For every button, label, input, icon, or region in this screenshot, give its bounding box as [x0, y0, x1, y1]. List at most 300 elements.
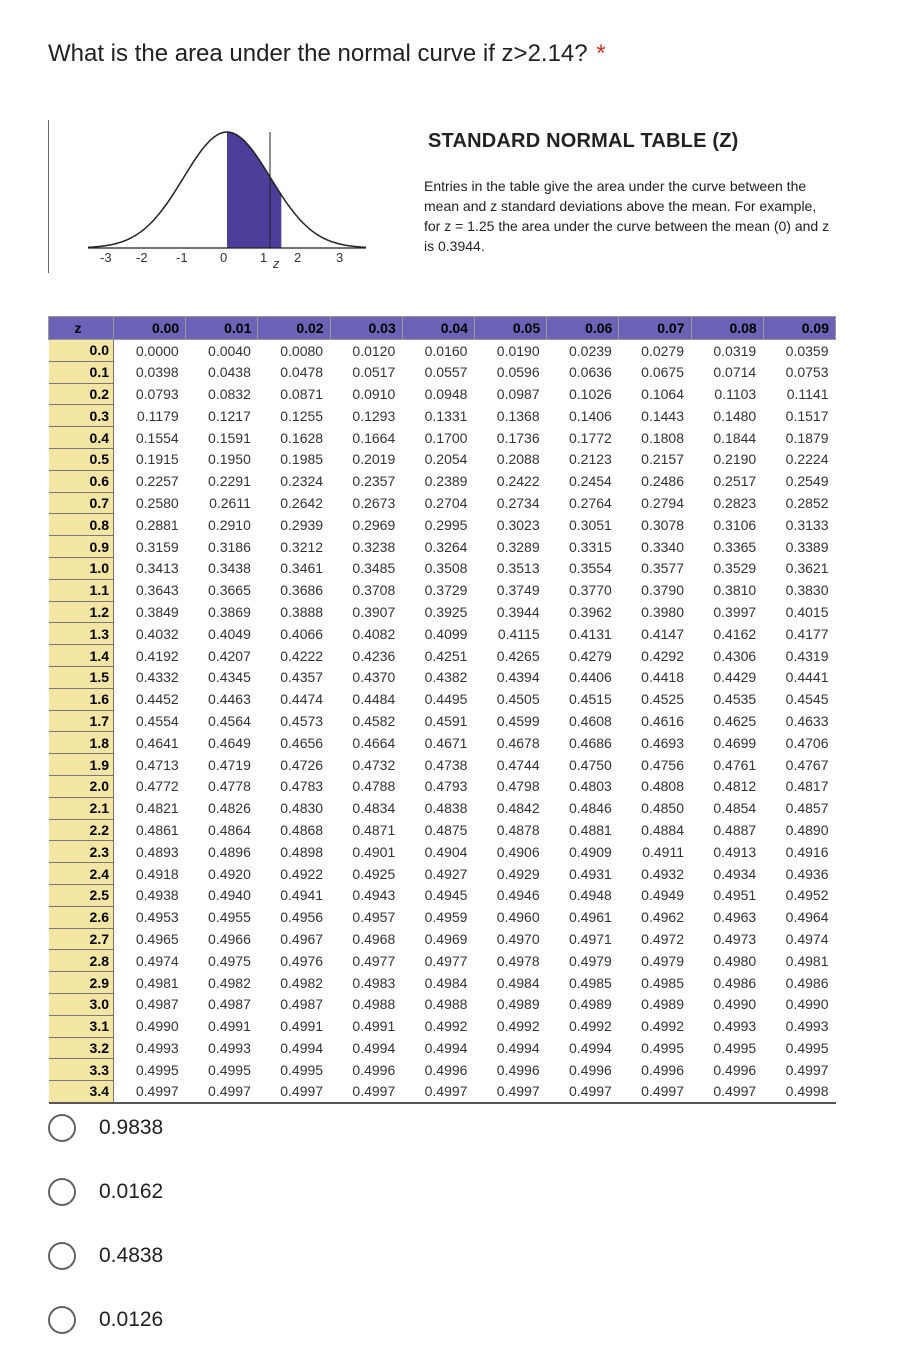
area-value-cell: 0.4994 — [280, 1039, 324, 1056]
area-value-cell: 0.4554 — [135, 712, 179, 729]
area-value-cell: 0.4961 — [568, 909, 612, 926]
z-value-cell: 1.5 — [49, 666, 114, 688]
table-row — [49, 1081, 836, 1103]
area-value-cell: 0.4995 — [135, 1061, 179, 1078]
area-value-cell: 0.4929 — [496, 865, 540, 882]
area-value-cell: 0.3513 — [496, 560, 540, 577]
area-value-cell: 0.2734 — [496, 494, 540, 511]
table-row — [49, 340, 836, 362]
area-value-cell: 0.4986 — [713, 974, 757, 991]
area-value-cell: 0.4994 — [568, 1039, 612, 1056]
z-value-cell: 1.4 — [49, 645, 114, 667]
area-value-cell: 0.4991 — [208, 1018, 251, 1035]
area-value-cell: 0.4994 — [352, 1039, 396, 1056]
option-label: 0.9838 — [99, 1116, 164, 1139]
table-row — [49, 928, 836, 950]
area-value-cell: 0.0948 — [424, 385, 468, 402]
area-value-cell: 0.4319 — [785, 647, 829, 664]
area-value-cell: 0.4943 — [352, 887, 396, 904]
area-value-cell: 0.4893 — [135, 843, 179, 860]
area-value-cell: 0.4994 — [424, 1039, 468, 1056]
area-value-cell: 0.2088 — [496, 451, 540, 468]
area-value-cell: 0.4960 — [496, 909, 540, 926]
z-value-cell: 0.7 — [49, 492, 114, 514]
area-value-cell: 0.0040 — [208, 342, 251, 359]
area-value-cell: 0.4949 — [641, 887, 684, 904]
area-value-cell: 0.2642 — [280, 494, 324, 511]
area-value-cell: 0.1664 — [352, 429, 396, 446]
area-value-cell: 0.2257 — [135, 473, 179, 490]
area-value-cell: 0.4706 — [785, 734, 829, 751]
column-header: 0.01 — [186, 317, 258, 340]
area-value-cell: 0.4959 — [424, 909, 468, 926]
area-value-cell: 0.4992 — [641, 1018, 684, 1035]
area-value-cell: 0.4772 — [135, 778, 179, 795]
area-value-cell: 0.4956 — [280, 909, 324, 926]
area-value-cell: 0.4207 — [208, 647, 251, 664]
area-value-cell: 0.4713 — [135, 756, 179, 773]
area-value-cell: 0.4925 — [352, 865, 396, 882]
area-value-cell: 0.3212 — [280, 538, 324, 555]
area-value-cell: 0.4147 — [641, 625, 684, 642]
z-column-header: z — [49, 317, 114, 340]
z-value-cell: 1.7 — [49, 710, 114, 732]
area-value-cell: 0.1772 — [568, 429, 612, 446]
area-value-cell: 0.0871 — [280, 385, 324, 402]
table-row — [49, 579, 836, 601]
z-value-cell: 2.3 — [49, 841, 114, 863]
z-value-cell: 0.3 — [49, 405, 114, 427]
area-value-cell: 0.4977 — [352, 952, 396, 969]
area-value-cell: 0.4916 — [785, 843, 829, 860]
area-value-cell: 0.3708 — [352, 582, 396, 599]
area-value-cell: 0.4671 — [424, 734, 468, 751]
z-value-cell: 1.3 — [49, 623, 114, 645]
area-value-cell: 0.4995 — [641, 1039, 684, 1056]
area-value-cell: 0.1915 — [135, 451, 179, 468]
area-value-cell: 0.4980 — [713, 952, 757, 969]
area-value-cell: 0.4985 — [568, 974, 612, 991]
area-value-cell: 0.4793 — [424, 778, 468, 795]
area-value-cell: 0.3238 — [352, 538, 396, 555]
area-value-cell: 0.4931 — [568, 865, 612, 882]
area-value-cell: 0.1255 — [280, 407, 324, 424]
z-value-cell: 0.5 — [49, 448, 114, 470]
area-value-cell: 0.4192 — [135, 647, 179, 664]
z-value-cell: 2.4 — [49, 863, 114, 885]
axis-label-1: 1 — [260, 250, 268, 265]
area-value-cell: 0.0714 — [713, 364, 757, 381]
area-value-cell: 0.4032 — [135, 625, 179, 642]
area-value-cell: 0.0080 — [280, 342, 324, 359]
area-value-cell: 0.4932 — [641, 865, 684, 882]
area-value-cell: 0.0478 — [280, 364, 324, 381]
area-value-cell: 0.4066 — [280, 625, 324, 642]
area-value-cell: 0.4993 — [785, 1018, 829, 1035]
area-value-cell: 0.1331 — [424, 407, 468, 424]
z-value-cell: 3.4 — [49, 1081, 114, 1103]
area-value-cell: 0.4332 — [135, 669, 179, 686]
area-value-cell: 0.4854 — [713, 800, 757, 817]
z-value-cell: 3.1 — [49, 1015, 114, 1037]
area-value-cell: 0.3106 — [713, 516, 757, 533]
area-value-cell: 0.2291 — [208, 473, 251, 490]
area-value-cell: 0.4997 — [186, 1081, 258, 1103]
area-value-cell: 0.4778 — [208, 778, 251, 795]
area-value-cell: 0.4972 — [641, 930, 684, 947]
area-value-cell: 0.4995 — [208, 1061, 251, 1078]
z-value-cell: 3.2 — [49, 1037, 114, 1059]
area-value-cell: 0.4920 — [208, 865, 251, 882]
area-value-cell: 0.4989 — [641, 996, 684, 1013]
area-value-cell: 0.4131 — [568, 625, 612, 642]
area-value-cell: 0.4251 — [424, 647, 468, 664]
area-value-cell: 0.4750 — [568, 756, 612, 773]
area-value-cell: 0.1103 — [714, 385, 757, 402]
area-value-cell: 0.4927 — [424, 865, 468, 882]
z-value-cell: 1.0 — [49, 557, 114, 579]
area-value-cell: 0.4992 — [496, 1018, 540, 1035]
area-value-cell: 0.4993 — [135, 1039, 179, 1056]
z-table — [48, 316, 836, 1104]
option-2[interactable] — [48, 1224, 163, 1288]
area-value-cell: 0.2704 — [424, 494, 468, 511]
area-value-cell: 0.1406 — [568, 407, 612, 424]
area-value-cell: 0.2580 — [135, 494, 179, 511]
area-value-cell: 0.4756 — [641, 756, 684, 773]
area-value-cell: 0.3554 — [568, 560, 612, 577]
area-value-cell: 0.0753 — [785, 364, 829, 381]
area-value-cell: 0.3790 — [641, 582, 684, 599]
area-value-cell: 0.4887 — [713, 821, 757, 838]
table-row — [49, 536, 836, 558]
area-value-cell: 0.4719 — [208, 756, 251, 773]
area-value-cell: 0.0398 — [135, 364, 179, 381]
area-value-cell: 0.4974 — [135, 952, 179, 969]
area-value-cell: 0.2910 — [208, 516, 251, 533]
area-value-cell: 0.4957 — [352, 909, 396, 926]
area-value-cell: 0.4808 — [641, 778, 684, 795]
area-value-cell: 0.3869 — [208, 603, 251, 620]
area-value-cell: 0.4965 — [135, 930, 179, 947]
area-value-cell: 0.4918 — [135, 865, 179, 882]
option-3[interactable] — [48, 1288, 163, 1352]
area-value-cell: 0.4812 — [713, 778, 757, 795]
option-label: 0.0126 — [99, 1308, 164, 1331]
area-value-cell: 0.4678 — [496, 734, 540, 751]
area-value-cell: 0.0832 — [208, 385, 251, 402]
z-value-cell: 3.0 — [49, 993, 114, 1015]
option-0[interactable] — [48, 1096, 163, 1160]
table-row — [49, 470, 836, 492]
axis-label-2: 2 — [294, 250, 302, 265]
column-header: 0.07 — [619, 317, 691, 340]
area-value-cell: 0.4370 — [352, 669, 396, 686]
area-value-cell: 0.4979 — [641, 952, 684, 969]
area-value-cell: 0.4955 — [208, 909, 251, 926]
option-label: 0.4838 — [99, 1244, 164, 1267]
area-value-cell: 0.2852 — [785, 494, 829, 511]
area-value-cell: 0.0596 — [496, 364, 540, 381]
area-value-cell: 0.1217 — [208, 407, 251, 424]
table-row — [49, 688, 836, 710]
radio-button-icon[interactable] — [48, 1178, 76, 1206]
area-value-cell: 0.2823 — [713, 494, 757, 511]
axis-label-0: 0 — [220, 250, 228, 265]
area-value-cell: 0.4952 — [785, 887, 829, 904]
area-value-cell: 0.4997 — [114, 1081, 186, 1103]
question-text: What is the area under the normal curve if z>2.14? — [48, 40, 588, 67]
area-value-cell: 0.3925 — [424, 603, 468, 620]
z-value-cell: 2.9 — [49, 972, 114, 994]
area-value-cell: 0.0910 — [352, 385, 396, 402]
area-value-cell: 0.1985 — [280, 451, 324, 468]
area-value-cell: 0.4979 — [568, 952, 612, 969]
area-value-cell: 0.3997 — [713, 603, 757, 620]
area-value-cell: 0.4292 — [641, 647, 684, 664]
area-value-cell: 0.4049 — [208, 625, 251, 642]
area-value-cell: 0.4265 — [496, 647, 540, 664]
area-value-cell: 0.4901 — [352, 843, 396, 860]
area-value-cell: 0.3438 — [208, 560, 251, 577]
area-value-cell: 0.3159 — [135, 538, 179, 555]
z-table-body — [49, 340, 836, 1103]
area-value-cell: 0.1844 — [713, 429, 757, 446]
area-value-cell: 0.0438 — [208, 364, 251, 381]
area-value-cell: 0.2324 — [280, 473, 324, 490]
option-1[interactable] — [48, 1160, 163, 1224]
area-value-cell: 0.4983 — [352, 974, 396, 991]
area-value-cell: 0.3749 — [496, 582, 540, 599]
area-value-cell: 0.4857 — [785, 800, 829, 817]
table-row — [49, 972, 836, 994]
area-value-cell: 0.3810 — [713, 582, 757, 599]
area-value-cell: 0.4990 — [713, 996, 757, 1013]
area-value-cell: 0.1950 — [208, 451, 251, 468]
area-value-cell: 0.4591 — [424, 712, 468, 729]
column-header: 0.05 — [474, 317, 546, 340]
axis-label-neg2: -2 — [136, 250, 148, 265]
area-value-cell: 0.3980 — [641, 603, 684, 620]
area-value-cell: 0.4988 — [352, 996, 396, 1013]
area-value-cell: 0.4962 — [641, 909, 684, 926]
area-value-cell: 0.4868 — [280, 821, 324, 838]
area-value-cell: 0.4987 — [280, 996, 324, 1013]
area-value-cell: 0.4429 — [713, 669, 757, 686]
area-value-cell: 0.4898 — [280, 843, 324, 860]
area-value-cell: 0.4974 — [785, 930, 829, 947]
column-header: 0.02 — [258, 317, 330, 340]
area-value-cell: 0.4842 — [496, 800, 540, 817]
area-value-cell: 0.4495 — [424, 691, 468, 708]
area-value-cell: 0.3944 — [496, 603, 540, 620]
table-row — [49, 993, 836, 1015]
area-value-cell: 0.4913 — [713, 843, 757, 860]
area-value-cell: 0.4616 — [641, 712, 684, 729]
area-value-cell: 0.3888 — [280, 603, 324, 620]
area-value-cell: 0.1064 — [641, 385, 684, 402]
area-value-cell: 0.4993 — [208, 1039, 251, 1056]
area-value-cell: 0.4767 — [785, 756, 829, 773]
area-value-cell: 0.2794 — [641, 494, 684, 511]
z-value-cell: 2.1 — [49, 797, 114, 819]
area-value-cell: 0.3508 — [424, 560, 468, 577]
area-value-cell: 0.0319 — [713, 342, 757, 359]
area-value-cell: 0.4976 — [280, 952, 324, 969]
shaded-area — [227, 132, 281, 248]
table-row — [49, 950, 836, 972]
table-description: Entries in the table give the area under the curve between the mean and z standard deviations above the mean. For example, for z = 1.25 the area under the curve between the mean (0) and z is 0.3944. — [424, 178, 830, 254]
area-value-cell: 0.1517 — [785, 407, 829, 424]
area-value-cell: 0.4946 — [496, 887, 540, 904]
area-value-cell: 0.1554 — [135, 429, 179, 446]
area-value-cell: 0.4222 — [280, 647, 324, 664]
table-row — [49, 427, 836, 449]
z-value-cell: 1.6 — [49, 688, 114, 710]
area-value-cell: 0.4997 — [547, 1081, 619, 1103]
z-table-header-row — [49, 317, 836, 340]
axis-label-neg1: -1 — [176, 250, 188, 265]
area-value-cell: 0.3461 — [280, 560, 324, 577]
area-value-cell: 0.4788 — [352, 778, 396, 795]
area-value-cell: 0.4971 — [568, 930, 612, 947]
table-row — [49, 1015, 836, 1037]
area-value-cell: 0.3051 — [568, 516, 612, 533]
z-value-cell: 3.3 — [49, 1059, 114, 1081]
area-value-cell: 0.4463 — [208, 691, 251, 708]
area-value-cell: 0.2549 — [785, 473, 829, 490]
area-value-cell: 0.3907 — [352, 603, 396, 620]
table-row — [49, 492, 836, 514]
area-value-cell: 0.4838 — [424, 800, 468, 817]
area-value-cell: 0.4525 — [641, 691, 684, 708]
column-header: 0.06 — [547, 317, 619, 340]
area-value-cell: 0.4515 — [568, 691, 612, 708]
area-value-cell: 0.4995 — [785, 1039, 829, 1056]
area-value-cell: 0.4995 — [280, 1061, 324, 1078]
area-value-cell: 0.4940 — [208, 887, 251, 904]
area-value-cell: 0.2969 — [352, 516, 396, 533]
z-value-cell: 0.9 — [49, 536, 114, 558]
area-value-cell: 0.4573 — [280, 712, 324, 729]
table-row — [49, 841, 836, 863]
area-value-cell: 0.4693 — [641, 734, 684, 751]
area-value-cell: 0.4934 — [713, 865, 757, 882]
area-value-cell: 0.2389 — [424, 473, 468, 490]
area-value-cell: 0.4991 — [280, 1018, 324, 1035]
area-value-cell: 0.1141 — [786, 385, 829, 402]
area-value-cell: 0.0987 — [496, 385, 540, 402]
area-value-cell: 0.2881 — [135, 516, 179, 533]
z-value-cell: 1.9 — [49, 754, 114, 776]
area-value-cell: 0.1368 — [496, 407, 540, 424]
radio-button-icon[interactable] — [48, 1306, 76, 1334]
radio-button-icon[interactable] — [48, 1114, 76, 1142]
area-value-cell: 0.2486 — [641, 473, 684, 490]
area-value-cell: 0.4726 — [280, 756, 324, 773]
area-value-cell: 0.3365 — [713, 538, 757, 555]
area-value-cell: 0.4484 — [352, 691, 396, 708]
table-row — [49, 710, 836, 732]
table-row — [49, 906, 836, 928]
area-value-cell: 0.4306 — [713, 647, 757, 664]
question-title — [48, 38, 606, 70]
area-value-cell: 0.4906 — [496, 843, 540, 860]
z-value-cell: 0.0 — [49, 340, 114, 362]
area-value-cell: 0.4564 — [208, 712, 251, 729]
area-value-cell: 0.4890 — [785, 821, 829, 838]
area-value-cell: 0.1736 — [496, 429, 540, 446]
area-value-cell: 0.4953 — [135, 909, 179, 926]
area-value-cell: 0.4993 — [713, 1018, 757, 1035]
area-value-cell: 0.3686 — [280, 582, 324, 599]
area-value-cell: 0.4664 — [352, 734, 396, 751]
area-value-cell: 0.1443 — [641, 407, 684, 424]
area-value-cell: 0.4966 — [208, 930, 251, 947]
area-value-cell: 0.4394 — [496, 669, 540, 686]
area-value-cell: 0.2157 — [641, 451, 684, 468]
area-value-cell: 0.4982 — [280, 974, 324, 991]
table-row — [49, 514, 836, 536]
normal-curve-svg — [48, 120, 368, 275]
area-value-cell: 0.4881 — [568, 821, 612, 838]
table-row — [49, 863, 836, 885]
z-value-cell: 0.4 — [49, 427, 114, 449]
area-value-cell: 0.3729 — [424, 582, 468, 599]
area-value-cell: 0.4599 — [496, 712, 540, 729]
table-row — [49, 775, 836, 797]
area-value-cell: 0.3665 — [208, 582, 251, 599]
area-value-cell: 0.4997 — [619, 1081, 691, 1103]
area-value-cell: 0.4875 — [424, 821, 468, 838]
area-value-cell: 0.0636 — [568, 364, 612, 381]
area-value-cell: 0.1808 — [641, 429, 684, 446]
z-value-cell: 2.6 — [49, 906, 114, 928]
table-row — [49, 754, 836, 776]
z-value-cell: 2.2 — [49, 819, 114, 841]
area-value-cell: 0.4996 — [496, 1061, 540, 1078]
area-value-cell: 0.3133 — [785, 516, 829, 533]
area-value-cell: 0.4964 — [785, 909, 829, 926]
area-value-cell: 0.4345 — [208, 669, 251, 686]
area-value-cell: 0.2019 — [352, 451, 396, 468]
area-value-cell: 0.2517 — [713, 473, 757, 490]
area-value-cell: 0.4279 — [568, 647, 612, 664]
radio-button-icon[interactable] — [48, 1242, 76, 1270]
option-label: 0.0162 — [99, 1180, 164, 1203]
area-value-cell: 0.4406 — [568, 669, 612, 686]
area-value-cell: 0.4997 — [474, 1081, 546, 1103]
area-value-cell: 0.4992 — [568, 1018, 612, 1035]
area-value-cell: 0.4656 — [280, 734, 324, 751]
area-value-cell: 0.4988 — [424, 996, 468, 1013]
area-value-cell: 0.0000 — [135, 342, 179, 359]
area-value-cell: 0.4998 — [763, 1081, 835, 1103]
column-header: 0.09 — [763, 317, 835, 340]
area-value-cell: 0.2939 — [280, 516, 324, 533]
area-value-cell: 0.2422 — [496, 473, 540, 490]
area-value-cell: 0.4846 — [568, 800, 612, 817]
area-value-cell: 0.4236 — [352, 647, 396, 664]
table-row — [49, 623, 836, 645]
area-value-cell: 0.4545 — [785, 691, 829, 708]
area-value-cell: 0.4732 — [352, 756, 396, 773]
area-value-cell: 0.2357 — [352, 473, 396, 490]
area-value-cell: 0.4803 — [568, 778, 612, 795]
table-title: STANDARD NORMAL TABLE (Z) — [428, 130, 739, 152]
area-value-cell: 0.4850 — [641, 800, 684, 817]
area-value-cell: 0.4699 — [713, 734, 757, 751]
